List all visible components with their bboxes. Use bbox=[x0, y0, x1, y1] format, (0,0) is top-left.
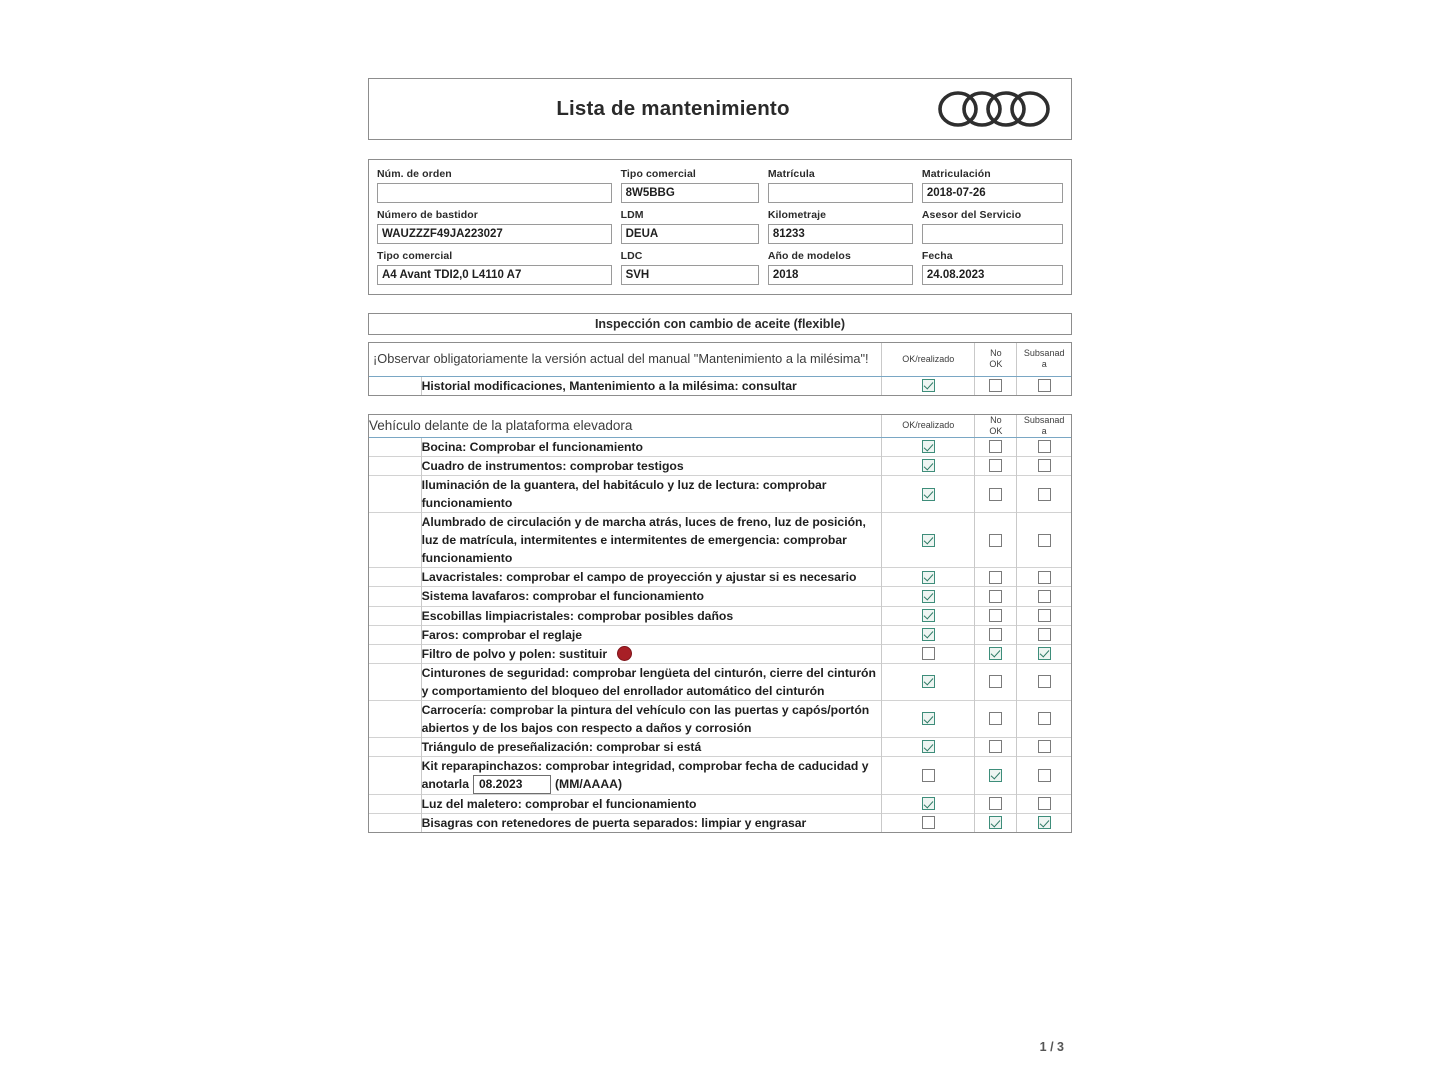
checkbox-subsanada[interactable] bbox=[1038, 488, 1051, 501]
table-row bbox=[369, 376, 1071, 395]
column-header-no-ok bbox=[975, 415, 1017, 438]
checkbox-ok-checked[interactable] bbox=[922, 712, 935, 725]
checkbox-ok-checked[interactable] bbox=[922, 571, 935, 584]
row-label: Historial modificaciones, Mantenimiento a la milésima: consultar bbox=[421, 376, 882, 395]
checkbox-cell-subsanada[interactable] bbox=[1017, 457, 1071, 476]
checkbox-ok-checked[interactable] bbox=[922, 488, 935, 501]
vehicle-checklist-header: Vehículo delante de la plataforma elevadora bbox=[369, 415, 882, 438]
checkbox-subsanada[interactable] bbox=[1038, 379, 1051, 392]
table-row bbox=[369, 700, 1071, 737]
row-label-text: Carrocería: comprobar la pintura del vehículo con las puertas y capós/portón abiertos y de los bajos con respecto a daños y corrosión bbox=[421, 702, 870, 735]
checkbox-cell-ok[interactable] bbox=[882, 606, 975, 625]
checkbox-ok-checked[interactable] bbox=[922, 440, 935, 453]
checkbox-cell-ok[interactable] bbox=[882, 568, 975, 587]
no-ok-line-1: No bbox=[990, 348, 1002, 359]
field-label: Tipo comercial bbox=[377, 250, 453, 262]
row-spacer-cell bbox=[369, 513, 421, 568]
field-ano-modelos bbox=[768, 250, 922, 285]
checkbox-no-ok[interactable] bbox=[989, 534, 1002, 547]
checkbox-cell-subsanada[interactable] bbox=[1017, 476, 1071, 513]
checkbox-no-ok[interactable] bbox=[989, 740, 1002, 753]
checkbox-no-ok[interactable] bbox=[989, 675, 1002, 688]
checkbox-no-ok[interactable] bbox=[989, 571, 1002, 584]
checkbox-subsanada[interactable] bbox=[1038, 534, 1051, 547]
row-spacer-cell bbox=[369, 625, 421, 644]
row-label-text: Cinturones de seguridad: comprobar lengüeta del cinturón, cierre del cinturón y comportamiento del bloqueo del enrollador automático del cinturón bbox=[421, 665, 876, 698]
tipo-comercial-desc-input[interactable]: A4 Avant TDI2,0 L4110 A7 bbox=[377, 265, 612, 285]
checkbox-cell-no-ok[interactable] bbox=[975, 813, 1017, 832]
checkbox-no-ok[interactable] bbox=[989, 609, 1002, 622]
inspection-section-bar: Inspección con cambio de aceite (flexible) bbox=[368, 313, 1072, 335]
checkbox-cell-no-ok[interactable] bbox=[975, 587, 1017, 606]
checkbox-cell-subsanada[interactable] bbox=[1017, 438, 1071, 457]
checkbox-cell-ok[interactable] bbox=[882, 513, 975, 568]
row-label bbox=[421, 700, 882, 737]
document-title-bar bbox=[368, 78, 1072, 140]
checkbox-subsanada[interactable] bbox=[1038, 797, 1051, 810]
row-spacer-cell bbox=[369, 700, 421, 737]
checkbox-cell-subsanada[interactable] bbox=[1017, 663, 1071, 700]
table-row bbox=[369, 663, 1071, 700]
checkbox-cell-ok[interactable] bbox=[882, 376, 975, 395]
ldm-input[interactable]: DEUA bbox=[621, 224, 759, 244]
subsanada-line-2: a bbox=[1041, 359, 1047, 370]
row-label bbox=[421, 813, 882, 832]
row-label-text: Bisagras con retenedores de puerta separados: limpiar y engrasar bbox=[421, 815, 807, 830]
row-label-text: Lavacristales: comprobar el campo de proyección y ajustar si es necesario bbox=[421, 570, 857, 585]
field-ldc bbox=[621, 250, 768, 285]
checkbox-ok-checked[interactable] bbox=[922, 379, 935, 392]
checkbox-cell-ok[interactable] bbox=[882, 813, 975, 832]
row-spacer-cell bbox=[369, 813, 421, 832]
checkbox-cell-ok[interactable] bbox=[882, 663, 975, 700]
checkbox-ok-checked[interactable] bbox=[922, 609, 935, 622]
checkbox-cell-ok[interactable] bbox=[882, 756, 975, 794]
field-label: LDC bbox=[620, 250, 643, 262]
checkbox-ok-checked[interactable] bbox=[922, 534, 935, 547]
row-label-text: Faros: comprobar el reglaje bbox=[421, 627, 583, 642]
checkbox-cell-subsanada[interactable] bbox=[1017, 700, 1071, 737]
field-label: Fecha bbox=[921, 250, 953, 262]
field-label: Matriculación bbox=[921, 168, 991, 180]
asesor-servicio-input[interactable] bbox=[922, 224, 1063, 244]
checkbox-ok[interactable] bbox=[922, 769, 935, 782]
row-spacer-cell bbox=[369, 376, 421, 395]
field-label: LDM bbox=[620, 209, 644, 221]
row-label bbox=[421, 587, 882, 606]
field-matriculacion bbox=[922, 168, 1063, 203]
checkbox-no-ok-checked[interactable] bbox=[989, 647, 1002, 660]
field-label: Matrícula bbox=[767, 168, 815, 180]
row-label-text: Cuadro de instrumentos: comprobar testigos bbox=[421, 459, 684, 474]
manual-notice-header: ¡Observar obligatoriamente la versión actual del manual "Mantenimiento a la milésima"! bbox=[369, 343, 882, 376]
table-row bbox=[369, 438, 1071, 457]
checkbox-no-ok-checked[interactable] bbox=[989, 769, 1002, 782]
field-numero-bastidor bbox=[377, 209, 621, 244]
checkbox-cell-subsanada[interactable] bbox=[1017, 587, 1071, 606]
row-label bbox=[421, 438, 882, 457]
row-spacer-cell bbox=[369, 644, 421, 663]
checkbox-no-ok[interactable] bbox=[989, 628, 1002, 641]
row-label bbox=[421, 606, 882, 625]
checkbox-subsanada[interactable] bbox=[1038, 769, 1051, 782]
field-kilometraje bbox=[768, 209, 922, 244]
checkbox-cell-subsanada[interactable] bbox=[1017, 794, 1071, 813]
field-label: Kilometraje bbox=[767, 209, 827, 221]
row-spacer-cell bbox=[369, 663, 421, 700]
field-row bbox=[377, 168, 1063, 203]
row-label bbox=[421, 625, 882, 644]
checkbox-cell-ok[interactable] bbox=[882, 476, 975, 513]
checkbox-subsanada[interactable] bbox=[1038, 628, 1051, 641]
checkbox-subsanada[interactable] bbox=[1038, 590, 1051, 603]
checkbox-cell-no-ok[interactable] bbox=[975, 794, 1017, 813]
row-label-text: Luz del maletero: comprobar el funcionamiento bbox=[421, 796, 697, 811]
field-row bbox=[377, 250, 1063, 285]
table-row bbox=[369, 813, 1071, 832]
table-row bbox=[369, 625, 1071, 644]
checkbox-subsanada-checked[interactable] bbox=[1038, 816, 1051, 829]
row-label-text: Filtro de polvo y polen: sustituir bbox=[421, 646, 608, 661]
column-header-ok: OK/realizado bbox=[882, 343, 975, 376]
tipo-comercial-code-input[interactable]: 8W5BBG bbox=[621, 183, 759, 203]
expiry-date-input[interactable]: 08.2023 bbox=[473, 775, 551, 794]
checkbox-cell-subsanada[interactable] bbox=[1017, 625, 1071, 644]
checkbox-cell-subsanada[interactable] bbox=[1017, 376, 1071, 395]
checkbox-subsanada[interactable] bbox=[1038, 440, 1051, 453]
field-label: Núm. de orden bbox=[377, 168, 452, 180]
ldc-input[interactable]: SVH bbox=[621, 265, 759, 285]
column-header-ok: OK/realizado bbox=[882, 415, 975, 438]
column-header-no-ok bbox=[975, 343, 1017, 376]
checkbox-cell-ok[interactable] bbox=[882, 438, 975, 457]
checkbox-subsanada[interactable] bbox=[1038, 675, 1051, 688]
ano-modelos-input[interactable]: 2018 bbox=[768, 265, 913, 285]
table-header-row bbox=[369, 415, 1071, 438]
row-label bbox=[421, 756, 882, 794]
checkbox-subsanada[interactable] bbox=[1038, 571, 1051, 584]
column-header-subsanada bbox=[1017, 343, 1071, 376]
checkbox-cell-no-ok[interactable] bbox=[975, 476, 1017, 513]
row-label-text: Bocina: Comprobar el funcionamiento bbox=[421, 440, 643, 455]
checkbox-cell-no-ok[interactable] bbox=[975, 700, 1017, 737]
field-label: Número de bastidor bbox=[377, 209, 478, 221]
row-spacer-cell bbox=[369, 794, 421, 813]
subsanada-line-2: a bbox=[1041, 425, 1047, 436]
page-number-footer: 1 / 3 bbox=[1039, 1040, 1064, 1054]
table-row bbox=[369, 606, 1071, 625]
table-row bbox=[369, 476, 1071, 513]
row-label-suffix: (MM/AAAA) bbox=[554, 776, 622, 791]
subsanada-line-1: Subsanad bbox=[1023, 414, 1065, 425]
checkbox-cell-ok[interactable] bbox=[882, 737, 975, 756]
row-label-text: Sistema lavafaros: comprobar el funcionamiento bbox=[421, 589, 704, 604]
table-row bbox=[369, 513, 1071, 568]
checkbox-subsanada-checked[interactable] bbox=[1038, 647, 1051, 660]
checkbox-cell-ok[interactable] bbox=[882, 700, 975, 737]
matriculacion-input[interactable]: 2018-07-26 bbox=[922, 183, 1063, 203]
vehicle-checklist-table bbox=[368, 414, 1072, 833]
field-fecha bbox=[922, 250, 1063, 285]
checkbox-no-ok[interactable] bbox=[989, 590, 1002, 603]
table-row bbox=[369, 756, 1071, 794]
row-label bbox=[421, 663, 882, 700]
field-label: Año de modelos bbox=[767, 250, 851, 262]
table-row bbox=[369, 737, 1071, 756]
checkbox-cell-no-ok[interactable] bbox=[975, 457, 1017, 476]
checkbox-no-ok[interactable] bbox=[989, 488, 1002, 501]
checkbox-cell-no-ok[interactable] bbox=[975, 625, 1017, 644]
checkbox-cell-subsanada[interactable] bbox=[1017, 606, 1071, 625]
table-header-row bbox=[369, 343, 1071, 376]
checkbox-cell-ok[interactable] bbox=[882, 794, 975, 813]
no-ok-line-2: OK bbox=[989, 359, 1003, 370]
numero-bastidor-input[interactable]: WAUZZZF49JA223027 bbox=[377, 224, 612, 244]
checkbox-no-ok[interactable] bbox=[989, 440, 1002, 453]
checkbox-cell-subsanada[interactable] bbox=[1017, 737, 1071, 756]
checkbox-no-ok[interactable] bbox=[989, 797, 1002, 810]
checkbox-ok-checked[interactable] bbox=[922, 675, 935, 688]
field-tipo-comercial-code bbox=[621, 168, 768, 203]
checkbox-no-ok[interactable] bbox=[989, 459, 1002, 472]
checkbox-cell-subsanada[interactable] bbox=[1017, 568, 1071, 587]
checkbox-cell-ok[interactable] bbox=[882, 644, 975, 663]
checkbox-cell-subsanada[interactable] bbox=[1017, 644, 1071, 663]
checkbox-ok-checked[interactable] bbox=[922, 459, 935, 472]
audi-four-rings-logo bbox=[937, 89, 1057, 129]
maintenance-sheet bbox=[368, 78, 1072, 833]
checkbox-ok-checked[interactable] bbox=[922, 797, 935, 810]
field-asesor-servicio bbox=[922, 209, 1063, 244]
row-label bbox=[421, 513, 882, 568]
num-orden-input[interactable] bbox=[377, 183, 612, 203]
matricula-input[interactable] bbox=[768, 183, 913, 203]
vehicle-data-fields bbox=[368, 159, 1072, 295]
checkbox-cell-no-ok[interactable] bbox=[975, 376, 1017, 395]
row-label-text: Alumbrado de circulación y de marcha atrás, luces de freno, luz de posición, luz de matrícula, intermitentes e intermitentes de emergencia: comprobar funcionamiento bbox=[421, 515, 866, 566]
checkbox-cell-no-ok[interactable] bbox=[975, 663, 1017, 700]
no-ok-line-1: No bbox=[990, 414, 1002, 425]
field-label: Asesor del Servicio bbox=[921, 209, 1022, 221]
checkbox-cell-no-ok[interactable] bbox=[975, 606, 1017, 625]
checkbox-cell-no-ok[interactable] bbox=[975, 756, 1017, 794]
table-row bbox=[369, 794, 1071, 813]
checkbox-ok-checked[interactable] bbox=[922, 590, 935, 603]
checkbox-subsanada[interactable] bbox=[1038, 740, 1051, 753]
checkbox-no-ok[interactable] bbox=[989, 379, 1002, 392]
checkbox-no-ok[interactable] bbox=[989, 712, 1002, 725]
kilometraje-input[interactable]: 81233 bbox=[768, 224, 913, 244]
checkbox-cell-ok[interactable] bbox=[882, 625, 975, 644]
page-title: Lista de mantenimiento bbox=[556, 97, 790, 120]
checkbox-no-ok-checked[interactable] bbox=[989, 816, 1002, 829]
row-spacer-cell bbox=[369, 606, 421, 625]
field-label: Tipo comercial bbox=[620, 168, 696, 180]
row-spacer-cell bbox=[369, 438, 421, 457]
checkbox-cell-subsanada[interactable] bbox=[1017, 813, 1071, 832]
table-row bbox=[369, 457, 1071, 476]
checkbox-cell-no-ok[interactable] bbox=[975, 513, 1017, 568]
row-spacer-cell bbox=[369, 587, 421, 606]
row-label-text: Escobillas limpiacristales: comprobar posibles daños bbox=[421, 608, 734, 623]
checkbox-cell-no-ok[interactable] bbox=[975, 568, 1017, 587]
row-label-text: Kit reparapinchazos: comprobar integridad, comprobar fecha de caducidad y anotarla bbox=[421, 758, 869, 791]
checkbox-cell-ok[interactable] bbox=[882, 587, 975, 606]
row-label bbox=[421, 794, 882, 813]
field-tipo-comercial-desc bbox=[377, 250, 621, 285]
red-dot-annotation-marker bbox=[617, 646, 632, 661]
field-num-orden bbox=[377, 168, 621, 203]
field-ldm bbox=[621, 209, 768, 244]
row-spacer-cell bbox=[369, 568, 421, 587]
row-label-text: Triángulo de preseñalización: comprobar si está bbox=[421, 739, 702, 754]
row-label bbox=[421, 457, 882, 476]
field-matricula bbox=[768, 168, 922, 203]
checkbox-cell-subsanada[interactable] bbox=[1017, 756, 1071, 794]
row-label bbox=[421, 737, 882, 756]
checkbox-subsanada[interactable] bbox=[1038, 459, 1051, 472]
checkbox-cell-subsanada[interactable] bbox=[1017, 513, 1071, 568]
manual-notice-table bbox=[368, 342, 1072, 396]
no-ok-line-2: OK bbox=[989, 425, 1003, 436]
row-label bbox=[421, 644, 882, 663]
row-label-text: Iluminación de la guantera, del habitáculo y luz de lectura: comprobar funcionamiento bbox=[421, 478, 827, 511]
row-label bbox=[421, 476, 882, 513]
checkbox-subsanada[interactable] bbox=[1038, 712, 1051, 725]
fecha-input[interactable]: 24.08.2023 bbox=[922, 265, 1063, 285]
field-row bbox=[377, 209, 1063, 244]
checkbox-cell-no-ok[interactable] bbox=[975, 644, 1017, 663]
table-row bbox=[369, 644, 1071, 663]
checkbox-ok[interactable] bbox=[922, 816, 935, 829]
checkbox-cell-ok[interactable] bbox=[882, 457, 975, 476]
row-spacer-cell bbox=[369, 737, 421, 756]
checkbox-cell-no-ok[interactable] bbox=[975, 737, 1017, 756]
row-label bbox=[421, 568, 882, 587]
row-spacer-cell bbox=[369, 476, 421, 513]
checkbox-ok-checked[interactable] bbox=[922, 628, 935, 641]
checkbox-ok[interactable] bbox=[922, 647, 935, 660]
checkbox-cell-no-ok[interactable] bbox=[975, 438, 1017, 457]
row-spacer-cell bbox=[369, 756, 421, 794]
table-row bbox=[369, 568, 1071, 587]
checkbox-ok-checked[interactable] bbox=[922, 740, 935, 753]
row-spacer-cell bbox=[369, 457, 421, 476]
table-row bbox=[369, 587, 1071, 606]
column-header-subsanada bbox=[1017, 415, 1071, 438]
checkbox-subsanada[interactable] bbox=[1038, 609, 1051, 622]
subsanada-line-1: Subsanad bbox=[1023, 348, 1065, 359]
